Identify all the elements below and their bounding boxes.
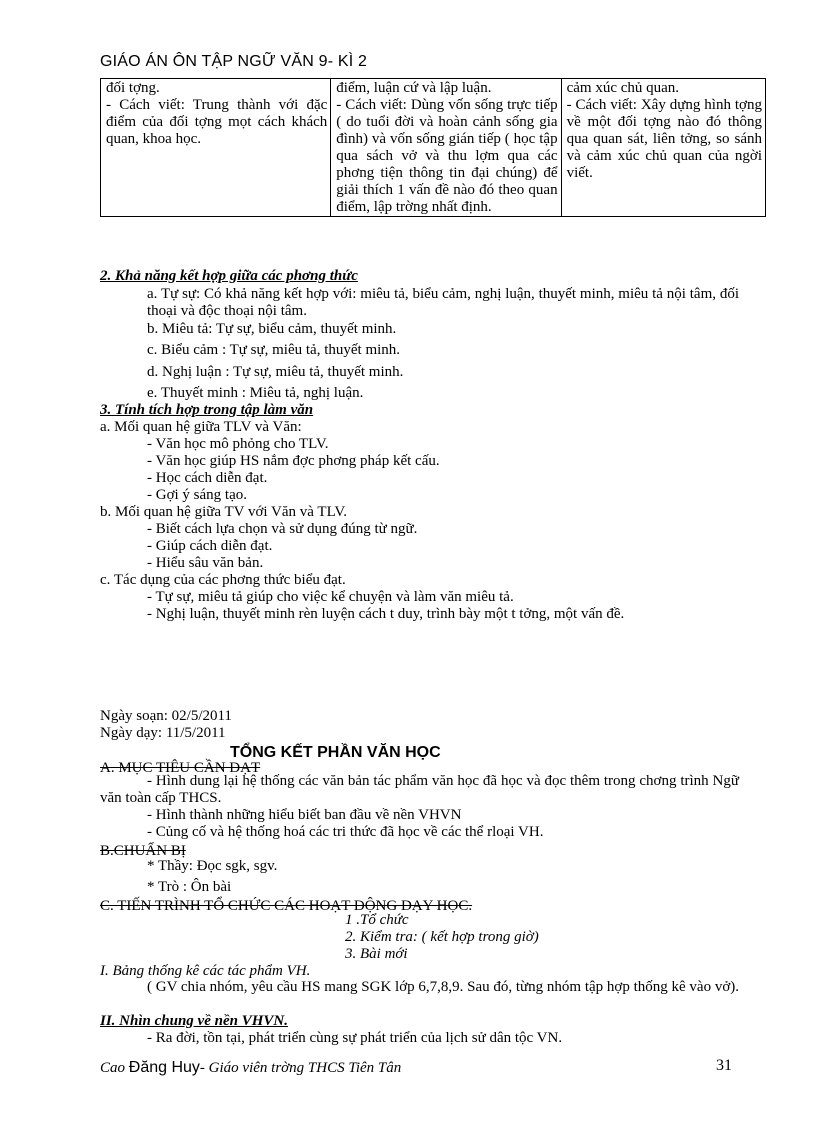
section2-item-d: d. Nghị luận : Tự sự, miêu tả, thuyết minh. [147, 364, 404, 380]
lesson-title: TỔNG KẾT PHẦN VĂN HỌC [230, 744, 441, 761]
list-item: - Biết cách lựa chọn và sử dụng đúng từ ngữ. [147, 521, 418, 537]
list-item: - Giúp cách diễn đạt. [147, 538, 273, 554]
list-item: - Hình dung lại hệ thống các văn bản tác phẩm văn học đã học và đọc thêm trong chơng trình Ngữ văn toàn cấp THCS. [100, 773, 739, 806]
list-item: - Học cách diễn đạt. [147, 470, 268, 486]
date-prepared: Ngày soạn: 02/5/2011 [100, 708, 232, 724]
list-item: - Hiểu sâu văn bản. [147, 555, 264, 571]
section-b-heading: B.CHUẨN BỊ [100, 843, 186, 859]
section2-item-b: b. Miêu tả: Tự sự, biểu cảm, thuyết minh. [147, 321, 397, 337]
section3-a-title: a. Mối quan hệ giữa TLV và Văn: [100, 419, 302, 435]
list-item: - Hình thành những hiểu biết ban đầu về nền VHVN [147, 807, 462, 823]
list-item: - Văn học mô phỏng cho TLV. [147, 436, 329, 452]
section2-heading: 2. Khả năng kết hợp giữa các phơng thức [100, 268, 358, 284]
list-item: * Thầy: Đọc sgk, sgv. [147, 858, 278, 874]
table-cell-col3 [561, 79, 765, 217]
table-cell-col1 [101, 79, 331, 217]
list-item: * Trò : Ôn bài [147, 879, 232, 895]
step-item: 2. Kiểm tra: ( kết hợp trong giờ) [345, 929, 539, 945]
cell-text: - Cách viết: Xây dựng hình tợng về một đối tợng nào đó thông qua quan sát, liên tởng, so sánh và cảm xúc chủ quan của ngời viết. [566, 97, 762, 181]
cell-text: - Cách viết: Dùng vốn sống trực tiếp ( do tuổi đời và hoàn cảnh sống gia đình) và vốn sống gián tiếp ( học tập qua sách vở và thu lợm qua các phơng tiện thông tin đại chúng) để giải thích 1 vấn đề nào đó theo quan điểm, lập trờng nhất định. [336, 97, 558, 215]
page-footer [100, 1059, 401, 1077]
section3-heading: 3. Tính tích hợp trong tập làm văn [100, 402, 314, 418]
section-i-heading: I. Bảng thống kê các tác phẩm VH. [100, 963, 311, 979]
section3-b-title: b. Mối quan hệ giữa TV với Văn và TLV. [100, 504, 348, 520]
table-row [101, 79, 766, 217]
section2-item-a: a. Tự sự: Có khả năng kết hợp với: miêu tả, biểu cảm, nghị luận, thuyết minh, miêu tả nội tâm, đối thoại và độc thoại nội tâm. [147, 286, 739, 319]
list-item: - Gợi ý sáng tạo. [147, 487, 247, 503]
step-item: 1 .Tổ chức [345, 912, 409, 928]
cell-text: điểm, luận cứ và lập luận. [336, 80, 492, 96]
list-item: - Tự sự, miêu tả giúp cho việc kể chuyện và làm văn miêu tả. [147, 589, 514, 605]
comparison-table [100, 78, 766, 217]
section-ii-text: - Ra đời, tồn tại, phát triển cùng sự phát triển của lịch sử dân tộc VN. [147, 1030, 563, 1046]
section-i-text: ( GV chia nhóm, yêu cầu HS mang SGK lớp 6,7,8,9. Sau đó, từng nhóm tập hợp thống kê vào vở). [147, 979, 740, 995]
footer-suffix: - Giáo viên trờng THCS Tiên Tân [199, 1060, 402, 1076]
cell-text: cảm xúc chủ quan. [566, 80, 680, 96]
section2-item-c: c. Biểu cảm : Tự sự, miêu tả, thuyết minh. [147, 342, 401, 358]
list-item: - Văn học giúp HS nắm đợc phơng pháp kết cấu. [147, 453, 440, 469]
table-cell-col2 [331, 79, 561, 217]
list-item: - Củng cố và hệ thống hoá các tri thức đã học về các thể rloại VH. [147, 824, 544, 840]
page-number: 31 [716, 1057, 732, 1074]
section3-c-title: c. Tác dụng của các phơng thức biểu đạt. [100, 572, 346, 588]
author-name: Đăng Huy [128, 1059, 200, 1076]
section-ii-heading: II. Nhìn chung về nền VHVN. [100, 1013, 288, 1029]
date-taught: Ngày dạy: 11/5/2011 [100, 725, 226, 741]
section2-item-e: e. Thuyết minh : Miêu tả, nghị luận. [147, 385, 364, 401]
cell-text: - Cách viết: Trung thành với đặc điểm của đối tợng mọt cách khách quan, khoa học. [106, 97, 328, 147]
page-header-title: GIÁO ÁN ÔN TẬP NGỮ VĂN 9- KÌ 2 [100, 53, 368, 70]
footer-prefix: Cao [100, 1060, 129, 1076]
step-item: 3. Bài mới [345, 946, 408, 962]
list-item: - Nghị luận, thuyết minh rèn luyện cách t duy, trình bày một t tởng, một vấn đề. [147, 606, 625, 622]
section-a-heading: A. MỤC TIÊU CẦN ĐẠT [100, 760, 261, 776]
section-c-heading: C. TIẾN TRÌNH TỔ CHỨC CÁC HOẠT ĐỘNG DẠY HỌC. [100, 898, 473, 914]
cell-text: đối tợng. [106, 80, 160, 96]
